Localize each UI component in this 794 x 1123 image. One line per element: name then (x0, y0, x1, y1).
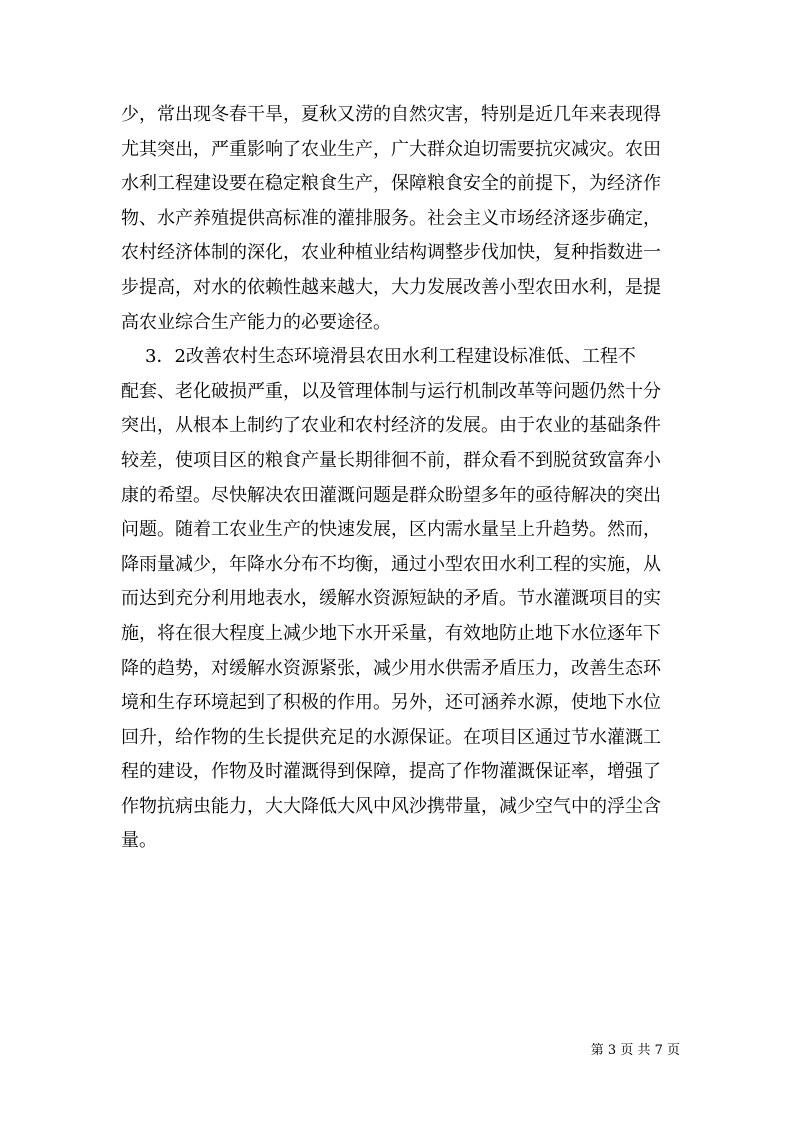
text-line: 高农业综合生产能力的必要途径。 (121, 311, 391, 333)
text-line: 农村经济体制的深化，农业种植业结构调整步伐加快，复种指数进一 (121, 242, 661, 264)
page-number-footer: 第 3 页 共 7 页 (590, 1043, 680, 1058)
text-line: 尤其突出，严重影响了农业生产，广大群众迫切需要抗灾减灾。农田 (121, 138, 661, 160)
text-line: 步提高，对水的依赖性越来越大，大力发展改善小型农田水利，是提 (121, 276, 661, 298)
text-line: 水利工程建设要在稳定粮食生产，保障粮食安全的前提下，为经济作 (121, 173, 661, 195)
text-line: 康的希望。尽快解决农田灌溉问题是群众盼望多年的亟待解决的突出 (121, 484, 661, 506)
text-line: 境和生存环境起到了积极的作用。另外，还可涵养水源，使地下水位 (121, 692, 661, 714)
text-line: 量。 (121, 830, 157, 852)
text-line: 物、水产养殖提供高标准的灌排服务。社会主义市场经济逐步确定， (121, 207, 661, 229)
text-line: 少，常出现冬春干旱，夏秋又涝的自然灾害，特别是近几年来表现得 (121, 104, 661, 125)
text-line: 作物抗病虫能力，大大降低大风中风沙携带量，减少空气中的浮尘含 (121, 795, 661, 817)
text-line: 而达到充分利用地表水，缓解水资源短缺的矛盾。节水灌溉项目的实 (121, 588, 661, 610)
text-line: 问题。随着工农业生产的快速发展，区内需水量呈上升趋势。然而， (121, 519, 661, 541)
text-line: 较差，使项目区的粮食产量长期徘徊不前，群众看不到脱贫致富奔小 (121, 449, 661, 471)
text-line: 回升，给作物的生长提供充足的水源保证。在项目区通过节水灌溉工 (121, 726, 661, 748)
text-line: 施，将在很大程度上减少地下水开采量，有效地防止地下水位逐年下 (121, 622, 661, 644)
text-line: 降的趋势，对缓解水资源紧张，减少用水供需矛盾压力，改善生态环 (121, 657, 661, 679)
text-line: 配套、老化破损严重，以及管理体制与运行机制改革等问题仍然十分 (121, 380, 661, 402)
text-line: 程的建设，作物及时灌溉得到保障，提高了作物灌溉保证率，增强了 (121, 761, 661, 783)
text-line: 降雨量减少，年降水分布不均衡，通过小型农田水利工程的实施，从 (121, 553, 661, 575)
section-heading-line: 3．2改善农村生态环境滑县农田水利工程建设标准低、工程不 (145, 346, 636, 368)
text-line: 突出，从根本上制约了农业和农村经济的发展。由于农业的基础条件 (121, 415, 661, 437)
body-text (121, 98, 681, 859)
